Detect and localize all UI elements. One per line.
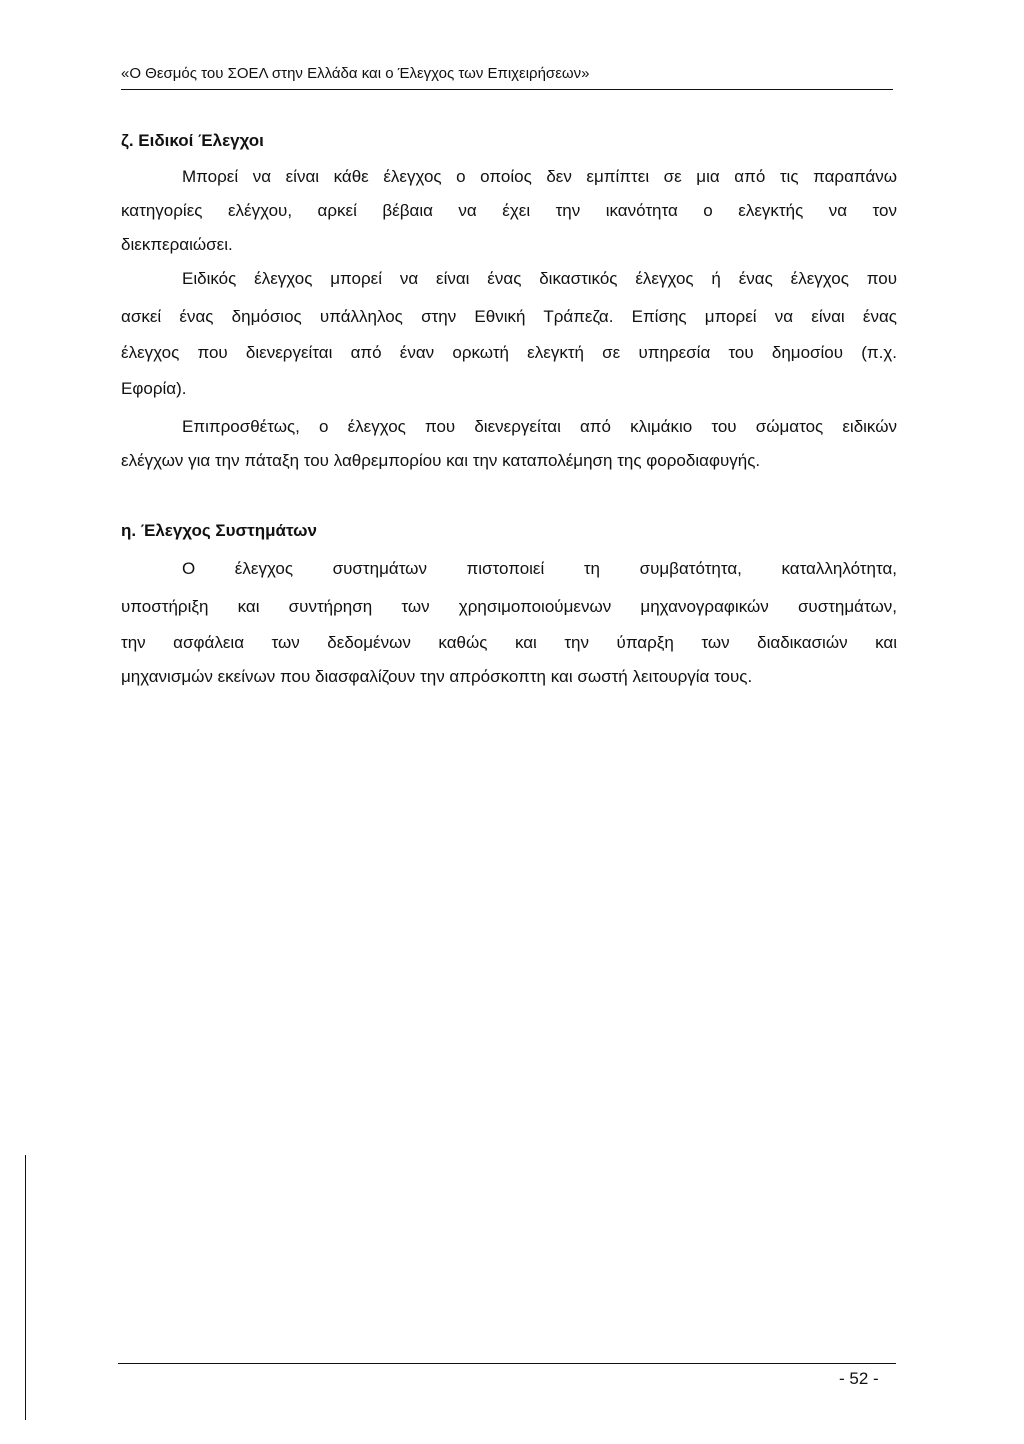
paragraph-line: υποστήριξη και συντήρηση των χρησιμοποιούμενων μηχανογραφικών συστημάτων, (121, 597, 897, 616)
paragraph-line: ασκεί ένας δημόσιος υπάλληλος στην Εθνική Τράπεζα. Επίσης μπορεί να είναι ένας (121, 307, 897, 326)
paragraph-line: Μπορεί να είναι κάθε έλεγχος ο οποίος δεν εμπίπτει σε μια από τις παραπάνω (182, 167, 897, 186)
header-rule (121, 89, 893, 90)
section-h-heading: η. Έλεγχος Συστημάτων (121, 521, 317, 540)
page-number: - 52 - (839, 1369, 879, 1388)
page-header: «Ο Θεσμός του ΣΟΕΛ στην Ελλάδα και ο Έλεγχος των Επιχειρήσεων» (121, 65, 590, 82)
paragraph-line: κατηγορίες ελέγχου, αρκεί βέβαια να έχει την ικανότητα ο ελεγκτής να τον (121, 201, 897, 220)
paragraph-line: Ειδικός έλεγχος μπορεί να είναι ένας δικαστικός έλεγχος ή ένας έλεγχος που (182, 269, 897, 288)
paragraph-line: την ασφάλεια των δεδομένων καθώς και την ύπαρξη των διαδικασιών και (121, 633, 897, 652)
paragraph-line: ελέγχων για την πάταξη του λαθρεμπορίου και την καταπολέμηση της φοροδιαφυγής. (121, 451, 761, 470)
paragraph-line: Επιπροσθέτως, ο έλεγχος που διενεργείται από κλιμάκιο του σώματος ειδικών (182, 417, 897, 436)
margin-vertical-line (25, 1155, 26, 1420)
section-z-heading: ζ. Ειδικοί Έλεγχοι (121, 131, 264, 150)
paragraph-line: διεκπεραιώσει. (121, 235, 233, 254)
paragraph-line: μηχανισμών εκείνων που διασφαλίζουν την απρόσκοπτη και σωστή λειτουργία τους. (121, 667, 753, 686)
paragraph-line: Εφορία). (121, 379, 187, 398)
footer-rule (118, 1363, 896, 1364)
paragraph-line: έλεγχος που διενεργείται από έναν ορκωτή ελεγκτή σε υπηρεσία του δημοσίου (π.χ. (121, 343, 897, 362)
paragraph-line: Ο έλεγχος συστημάτων πιστοποιεί τη συμβατότητα, καταλληλότητα, (182, 559, 897, 578)
